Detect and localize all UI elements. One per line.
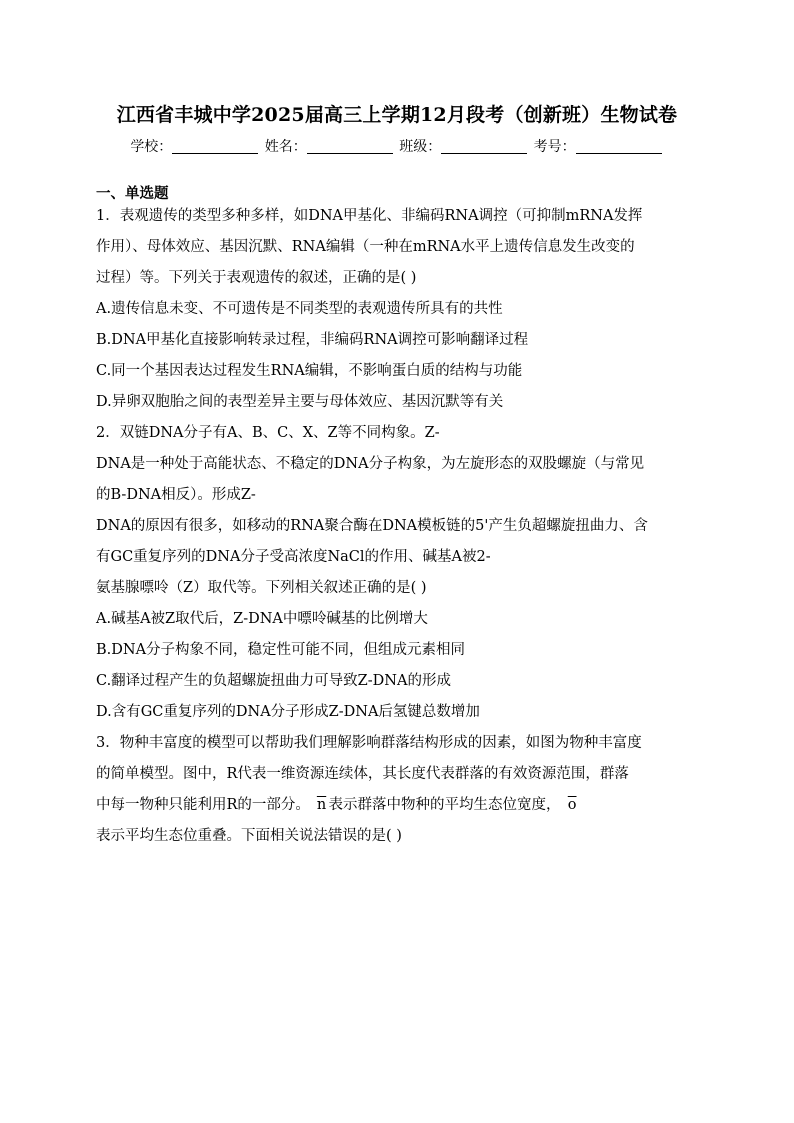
n-bar-symbol: $\overline{n}$ bbox=[316, 797, 327, 813]
q3-stem-text: 表示群落中物种的平均生态位宽度， bbox=[328, 797, 561, 813]
q2-stem-line: 有GC重复序列的DNA分子受高浓度NaCl的作用、碱基A被2- bbox=[96, 549, 491, 565]
class-blank[interactable] bbox=[441, 139, 527, 154]
name-blank[interactable] bbox=[307, 139, 393, 154]
school-field bbox=[130, 136, 260, 156]
q3-stem-line: 3．物种丰富度的模型可以帮助我们理解影响群落结构形成的因素，如图为物种丰富度 bbox=[96, 735, 642, 751]
q2-stem-line: DNA是一种处于高能状态、不稳定的DNA分子构象，为左旋形态的双股螺旋（与常见 bbox=[96, 456, 645, 472]
q1-option-c[interactable]: C.同一个基因表达过程发生RNA编辑，不影响蛋白质的结构与功能 bbox=[96, 363, 523, 379]
name-field bbox=[265, 136, 395, 156]
q1-option-d[interactable]: D.异卵双胞胎之间的表型差异主要与母体效应、基因沉默等有关 bbox=[96, 394, 504, 410]
class-field bbox=[399, 136, 529, 156]
q2-option-b[interactable]: B.DNA分子构象不同，稳定性可能不同，但组成元素相同 bbox=[96, 642, 466, 658]
questions bbox=[96, 201, 698, 852]
q2-stem-line: DNA的原因有很多，如移动的RNA聚合酶在DNA模板链的5'产生负超螺旋扭曲力、含 bbox=[96, 518, 648, 534]
exam-number-label: 考号： bbox=[533, 139, 576, 155]
q3-stem-line: 表示平均生态位重叠。下面相关说法错误的是( ) bbox=[96, 828, 402, 844]
class-label: 班级： bbox=[399, 139, 442, 155]
exam-number-field bbox=[534, 136, 664, 156]
section-heading: 一、单选题 bbox=[96, 185, 169, 202]
exam-title: 江西省丰城中学2025届高三上学期12月段考（创新班）生物试卷 bbox=[116, 104, 678, 126]
q3-stem-line: 的简单模型。图中，R代表一维资源连续体，其长度代表群落的有效资源范围，群落 bbox=[96, 766, 629, 782]
exam-number-blank[interactable] bbox=[576, 139, 662, 154]
q3-stem-line bbox=[96, 790, 698, 821]
q2-option-a[interactable]: A.碱基A被Z取代后，Z-DNA中嘌呤碱基的比例增大 bbox=[96, 611, 428, 627]
q2-stem-line: 的B-DNA相反）。形成Z- bbox=[96, 487, 256, 503]
q2-stem-line: 氨基腺嘌呤（Z）取代等。下列相关叙述正确的是( ) bbox=[96, 580, 427, 596]
q1-stem-line: 1．表观遗传的类型多种多样，如DNA甲基化、非编码RNA调控（可抑制mRNA发挥 bbox=[96, 208, 643, 224]
student-info-row bbox=[0, 136, 794, 156]
q1-option-a[interactable]: A.遗传信息未变、不可遗传是不同类型的表观遗传所具有的共性 bbox=[96, 301, 503, 317]
q3-stem-text: 中每一物种只能利用R的一部分。 bbox=[96, 797, 310, 813]
q1-stem-line: 过程）等。下列关于表观遗传的叙述，正确的是( ) bbox=[96, 270, 417, 286]
o-bar-symbol: $\overline{o}$ bbox=[567, 797, 577, 813]
q1-option-b[interactable]: B.DNA甲基化直接影响转录过程，非编码RNA调控可影响翻译过程 bbox=[96, 332, 529, 348]
school-blank[interactable] bbox=[172, 139, 258, 154]
name-label: 姓名： bbox=[264, 139, 307, 155]
q1-stem-line: 作用）、母体效应、基因沉默、RNA编辑（一种在mRNA水平上遗传信息发生改变的 bbox=[96, 239, 635, 255]
q2-option-c[interactable]: C.翻译过程产生的负超螺旋扭曲力可导致Z-DNA的形成 bbox=[96, 673, 451, 689]
q2-option-d[interactable]: D.含有GC重复序列的DNA分子形成Z-DNA后氢键总数增加 bbox=[96, 704, 480, 720]
school-label: 学校： bbox=[130, 139, 173, 155]
q2-stem-line: 2．双链DNA分子有A、B、C、X、Z等不同构象。Z- bbox=[96, 425, 440, 441]
